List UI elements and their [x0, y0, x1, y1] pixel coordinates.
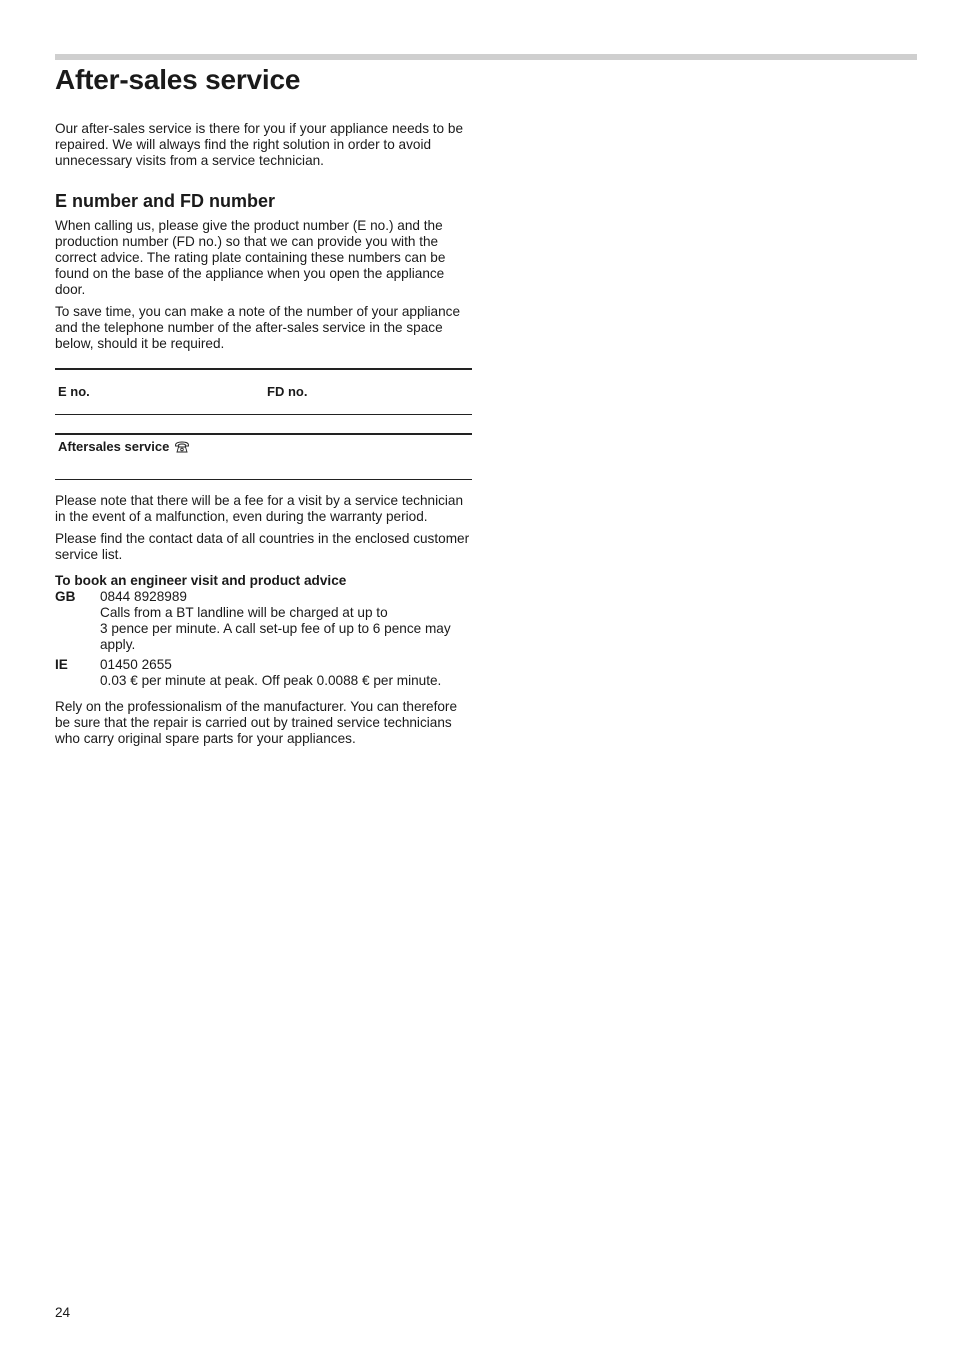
main-column: [55, 60, 472, 747]
e-fd-paragraph-2: To save time, you can make a note of the number of your appliance and the telephone number of the after-sales service in the space below, should it be required.: [55, 304, 461, 351]
page-title: After-sales service: [55, 64, 301, 95]
telephone-icon: [174, 441, 190, 453]
e-no-label: E no.: [58, 384, 90, 399]
contact-row-gb: [55, 589, 472, 653]
contact-phone: 01450 2655: [100, 657, 172, 672]
note-form: [55, 368, 472, 480]
closing-paragraph: Rely on the professionalism of the manufacturer. You can therefore be sure that the repair is carried out by trained service technicians who carry original spare parts for your appliances.: [55, 699, 458, 746]
page-number: 24: [55, 1305, 71, 1320]
contact-line: 0.03 € per minute at peak. Off peak 0.0088 € per minute.: [100, 673, 442, 688]
contact-note-paragraph: Please find the contact data of all countries in the enclosed customer service list.: [55, 531, 470, 562]
section-heading-e-fd-number: E number and FD number: [55, 191, 276, 211]
contact-line: Calls from a BT landline will be charged at up to: [100, 605, 388, 620]
aftersales-service-label: Aftersales service: [58, 439, 170, 454]
contact-details: [100, 589, 472, 653]
country-code: GB: [55, 589, 76, 604]
country-code: IE: [55, 657, 68, 672]
contact-row-ie: [55, 657, 472, 689]
contact-phone: 0844 8928989: [100, 589, 187, 604]
fd-no-label: FD no.: [267, 384, 308, 399]
fee-note-paragraph: Please note that there will be a fee for a visit by a service technician in the event of a malfunction, even during the warranty period.: [55, 493, 464, 524]
intro-paragraph: Our after-sales service is there for you if your appliance needs to be repaired. We will always find the right solution in order to avoid unnecessary visits from a service technician.: [55, 121, 464, 168]
form-row-service: [55, 433, 472, 480]
e-fd-paragraph-1: When calling us, please give the product number (E no.) and the production number (FD no.) so that we can provide you with the correct advice. The rating plate containing these numbers can be found on the base of the appliance when you open the appliance door.: [55, 218, 446, 297]
contact-line: 3 pence per minute. A call set-up fee of up to 6 pence may apply.: [100, 621, 451, 652]
service-label-wrap: [58, 439, 190, 454]
contact-details: [100, 657, 472, 689]
booking-heading: To book an engineer visit and product advice: [55, 573, 347, 588]
form-row-numbers: [55, 368, 472, 415]
